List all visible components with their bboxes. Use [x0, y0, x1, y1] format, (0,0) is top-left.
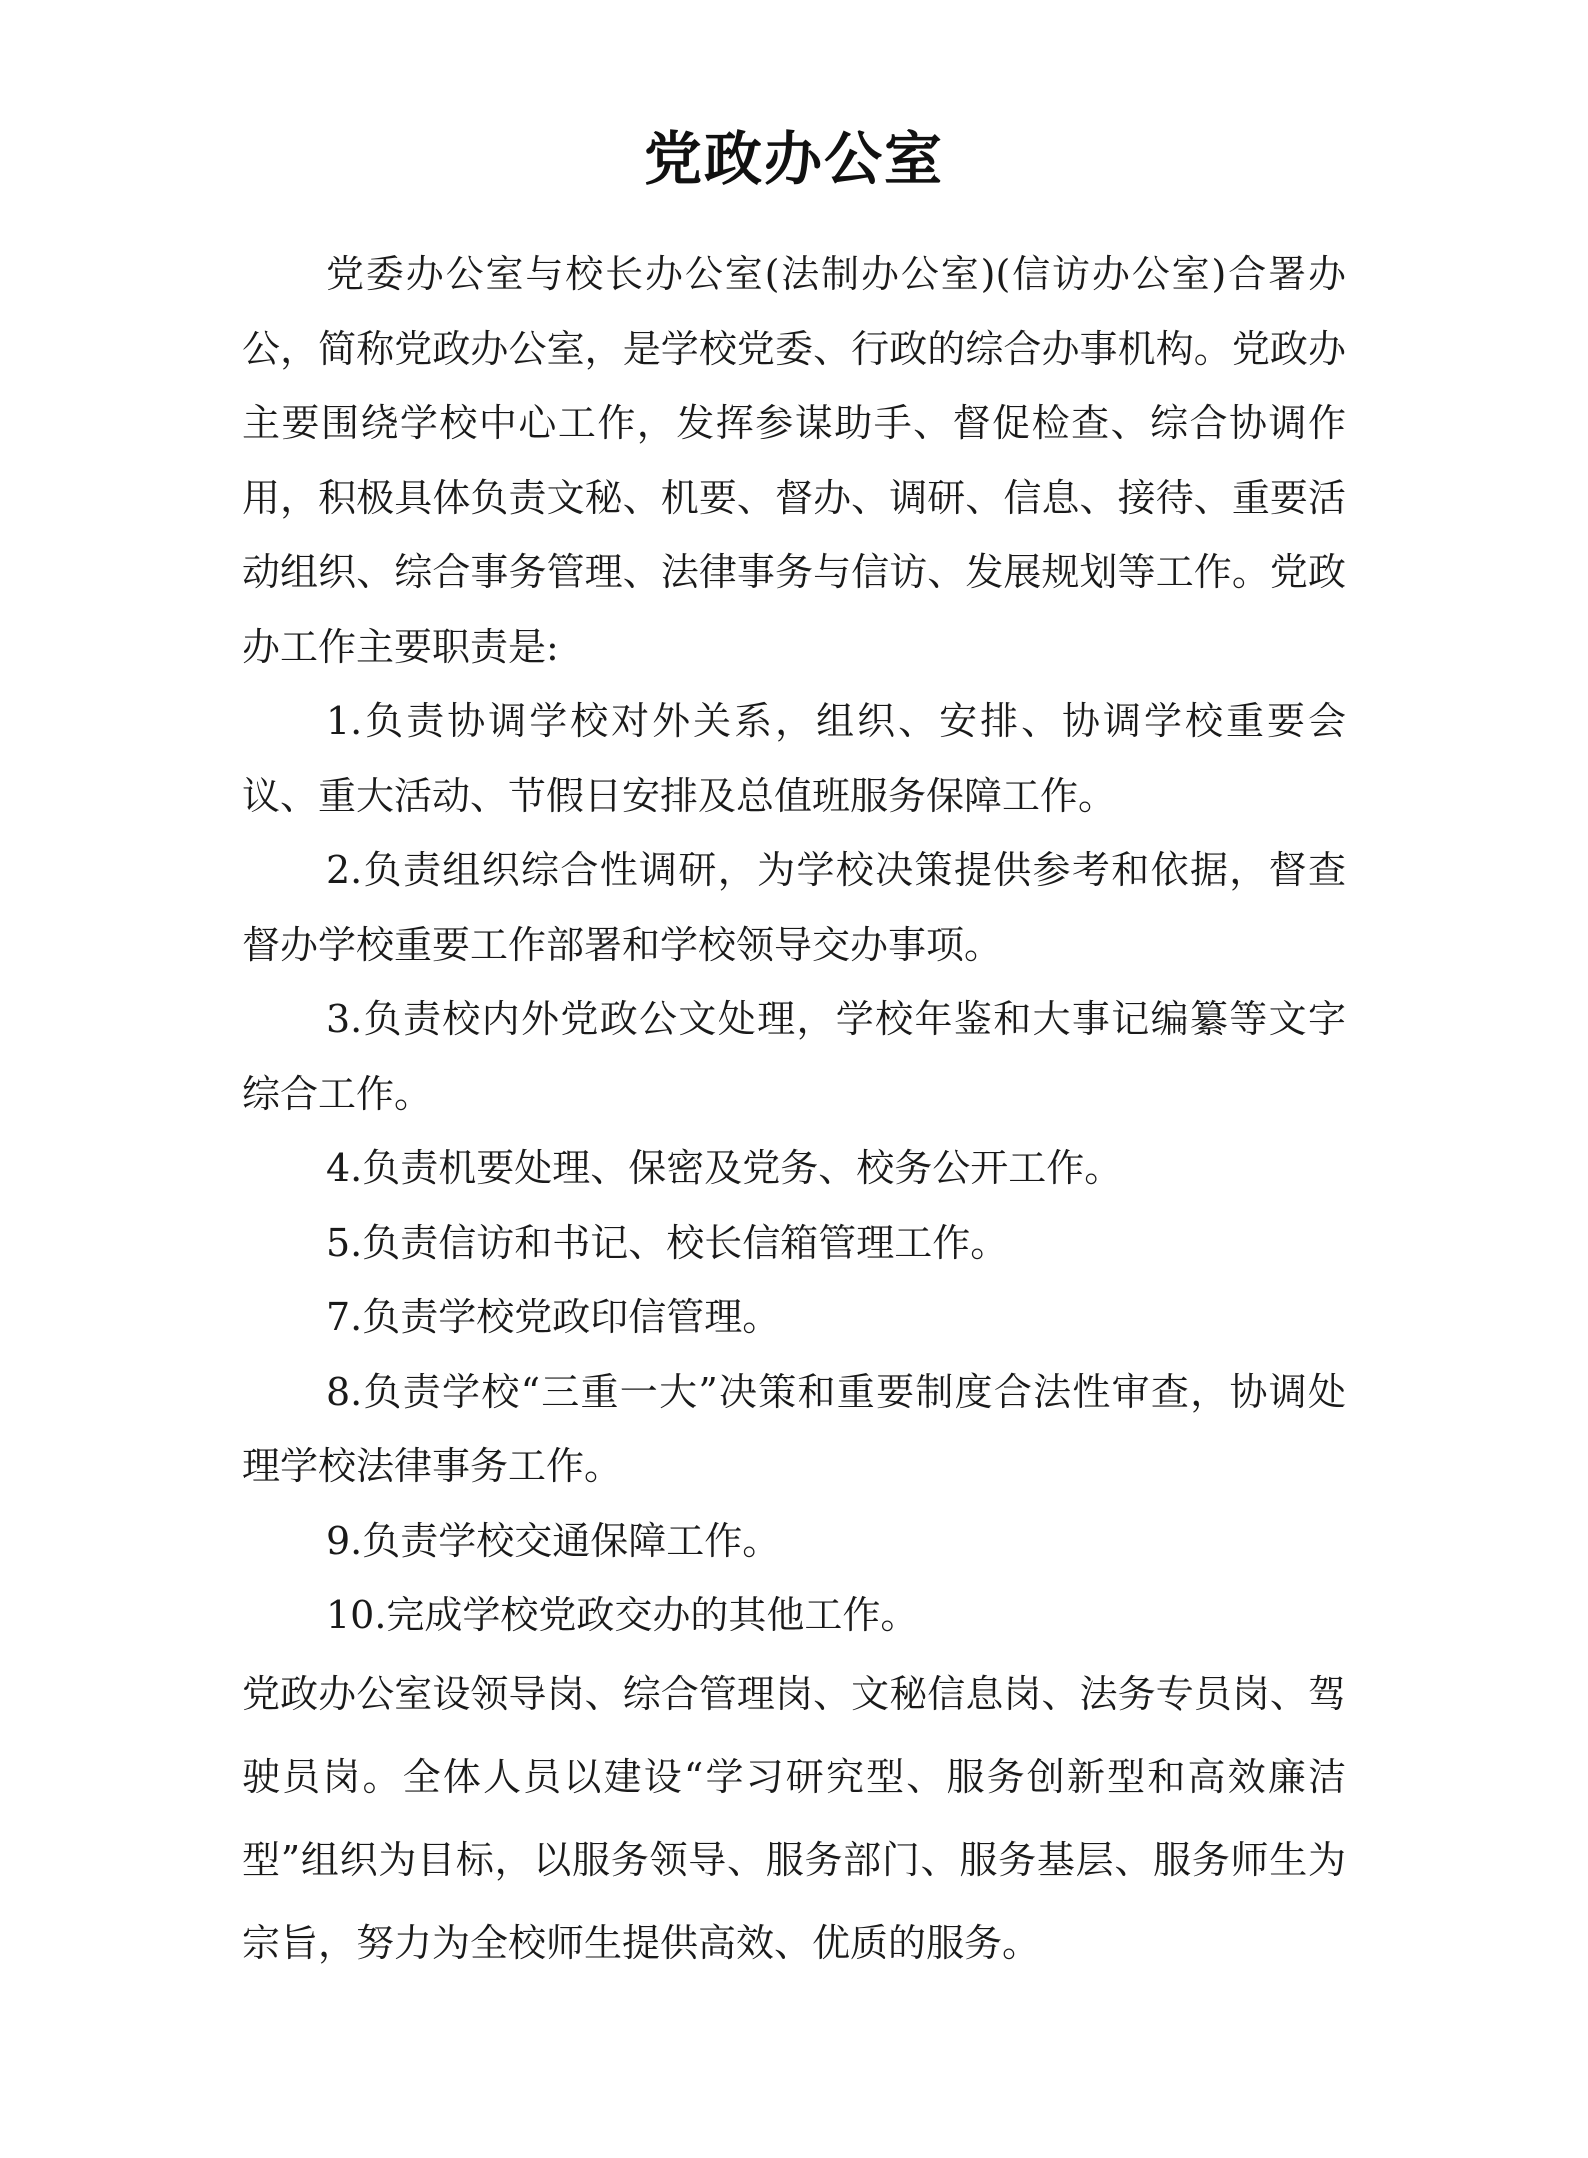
closing-paragraph: 党政办公室设领导岗、综合管理岗、文秘信息岗、法务专员岗、驾驶员岗。全体人员以建设“学习研究型、服务创新型和高效廉洁型”组织为目标，以服务领导、服务部门、服务基层、服务师生为宗旨，努力为全校师生提供高效、优质的服务。 — [242, 1671, 1346, 1965]
page-title: 党政办公室 — [643, 124, 944, 193]
duty-item-2: 2.负责组织综合性调研，为学校决策提供参考和依据，督查督办学校重要工作部署和学校领导交办事项。 — [242, 848, 1346, 967]
duty-item-7: 7.负责学校党政印信管理。 — [326, 1295, 781, 1339]
duty-item-9: 9.负责学校交通保障工作。 — [326, 1518, 781, 1563]
document-body — [242, 237, 1346, 1985]
duty-item-10: 10.完成学校党政交办的其他工作。 — [326, 1593, 919, 1637]
duty-item-8: 8.负责学校“三重一大”决策和重要制度合法性审查，协调处理学校法律事务工作。 — [242, 1369, 1346, 1488]
intro-paragraph: 党委办公室与校长办公室(法制办公室)(信访办公室)合署办公，简称党政办公室，是学校党委、行政的综合办事机构。党政办主要围绕学校中心工作，发挥参谋助手、督促检查、综合协调作用，积极具体负责文秘、机要、督办、调研、信息、接待、重要活动组织、综合事务管理、法律事务与信访、发展规划等工作。党政办工作主要职责是: — [242, 252, 1346, 669]
duty-item-3: 3.负责校内外党政公文处理，学校年鉴和大事记编纂等文字综合工作。 — [242, 997, 1346, 1116]
duty-item-1: 1.负责协调学校对外关系，组织、安排、协调学校重要会议、重大活动、节假日安排及总值班服务保障工作。 — [242, 699, 1346, 818]
duty-item-4: 4.负责机要处理、保密及党务、校务公开工作。 — [326, 1146, 1123, 1190]
duty-item-5: 5.负责信访和书记、校长信箱管理工作。 — [326, 1220, 1009, 1265]
